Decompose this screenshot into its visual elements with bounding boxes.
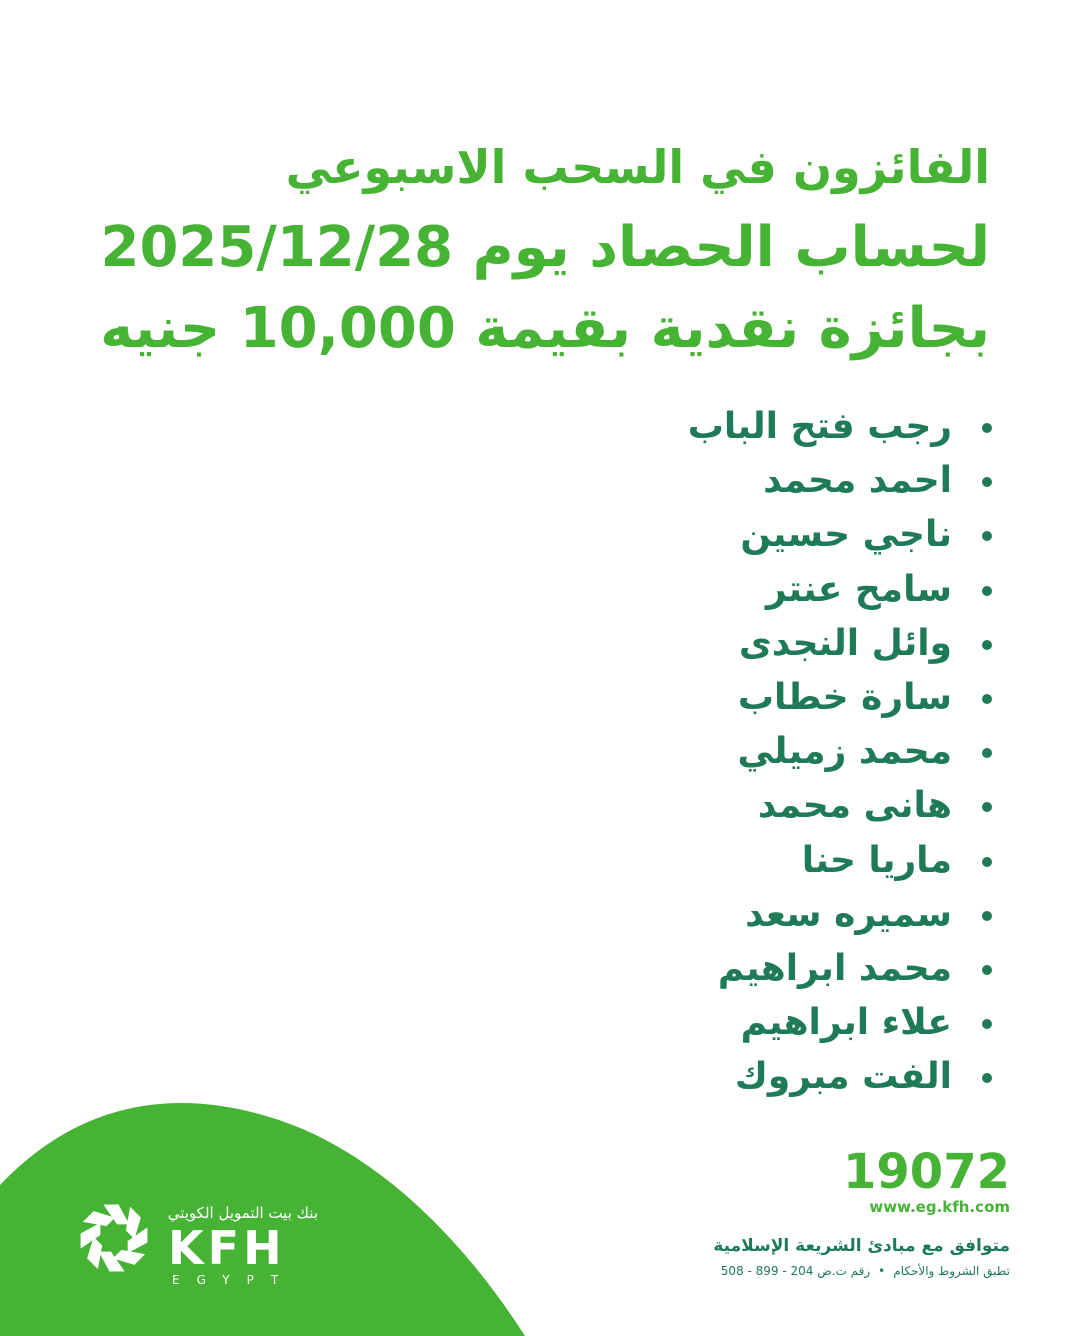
winner-item	[688, 671, 992, 725]
winner-name: سارة خطاب	[737, 676, 952, 718]
winner-name: محمد ابراهيم	[717, 947, 952, 989]
bullet-icon	[982, 911, 992, 921]
bullet-icon	[982, 802, 992, 812]
winner-item	[688, 400, 992, 454]
winner-name: الفت مبروك	[734, 1056, 952, 1098]
winner-item	[688, 779, 992, 833]
title-line-2: لحساب الحصاد يوم 2025/12/28	[100, 215, 990, 280]
bullet-icon	[982, 694, 992, 704]
sharia-compliance-text: متوافق مع مبادئ الشريعة الإسلامية	[713, 1236, 1010, 1256]
winner-name: ماريا حنا	[801, 839, 952, 881]
winner-item	[688, 454, 992, 508]
winner-name: وائل النجدى	[738, 622, 952, 664]
bullet-icon	[982, 748, 992, 758]
bullet-icon	[982, 640, 992, 650]
brand-country: EGYPT	[172, 1273, 296, 1287]
bank-name-arabic: بنك بيت التمويل الكويتي	[167, 1204, 318, 1222]
winner-name: احمد محمد	[763, 460, 952, 502]
bullet-icon	[982, 477, 992, 487]
winner-name: ناجي حسين	[740, 514, 952, 556]
winner-item	[688, 617, 992, 671]
title-line-1: الفائزون في السحب الاسبوعي	[285, 140, 990, 194]
terms-line	[721, 1264, 1010, 1278]
winner-item	[688, 942, 992, 996]
website-url: www.eg.kfh.com	[869, 1198, 1010, 1216]
hotline-number: 19072	[843, 1144, 1010, 1200]
winner-item	[688, 725, 992, 779]
winner-item	[688, 996, 992, 1050]
bullet-icon	[982, 857, 992, 867]
bullet-icon	[982, 423, 992, 433]
brand-name: KFH	[168, 1221, 286, 1275]
winner-name: سميره سعد	[745, 893, 952, 935]
bullet-icon	[982, 1019, 992, 1029]
bullet-icon	[982, 586, 992, 596]
winner-item	[688, 508, 992, 562]
bullet-icon	[982, 1073, 992, 1083]
separator-dot: •	[878, 1264, 886, 1278]
winner-name: هانى محمد	[757, 785, 952, 827]
terms-text: تطبق الشروط والأحكام	[893, 1264, 1010, 1278]
winners-list	[688, 400, 992, 1104]
bullet-icon	[982, 531, 992, 541]
bullet-icon	[982, 965, 992, 975]
winner-item	[688, 834, 992, 888]
title-line-3: بجائزة نقدية بقيمة 10,000 جنيه	[100, 296, 990, 361]
winner-item	[688, 888, 992, 942]
winner-item	[688, 1050, 992, 1104]
winner-name: علاء ابراهيم	[740, 1002, 952, 1044]
registration-label: رقم ت.ض	[817, 1264, 871, 1278]
winner-item	[688, 563, 992, 617]
registration-number: 508 - 899 - 204	[720, 1264, 814, 1278]
winner-name: سامح عنتر	[765, 568, 952, 610]
winner-name: محمد زميلي	[737, 731, 952, 773]
kfh-logo-icon	[76, 1200, 152, 1276]
winner-name: رجب فتح الباب	[687, 406, 952, 447]
